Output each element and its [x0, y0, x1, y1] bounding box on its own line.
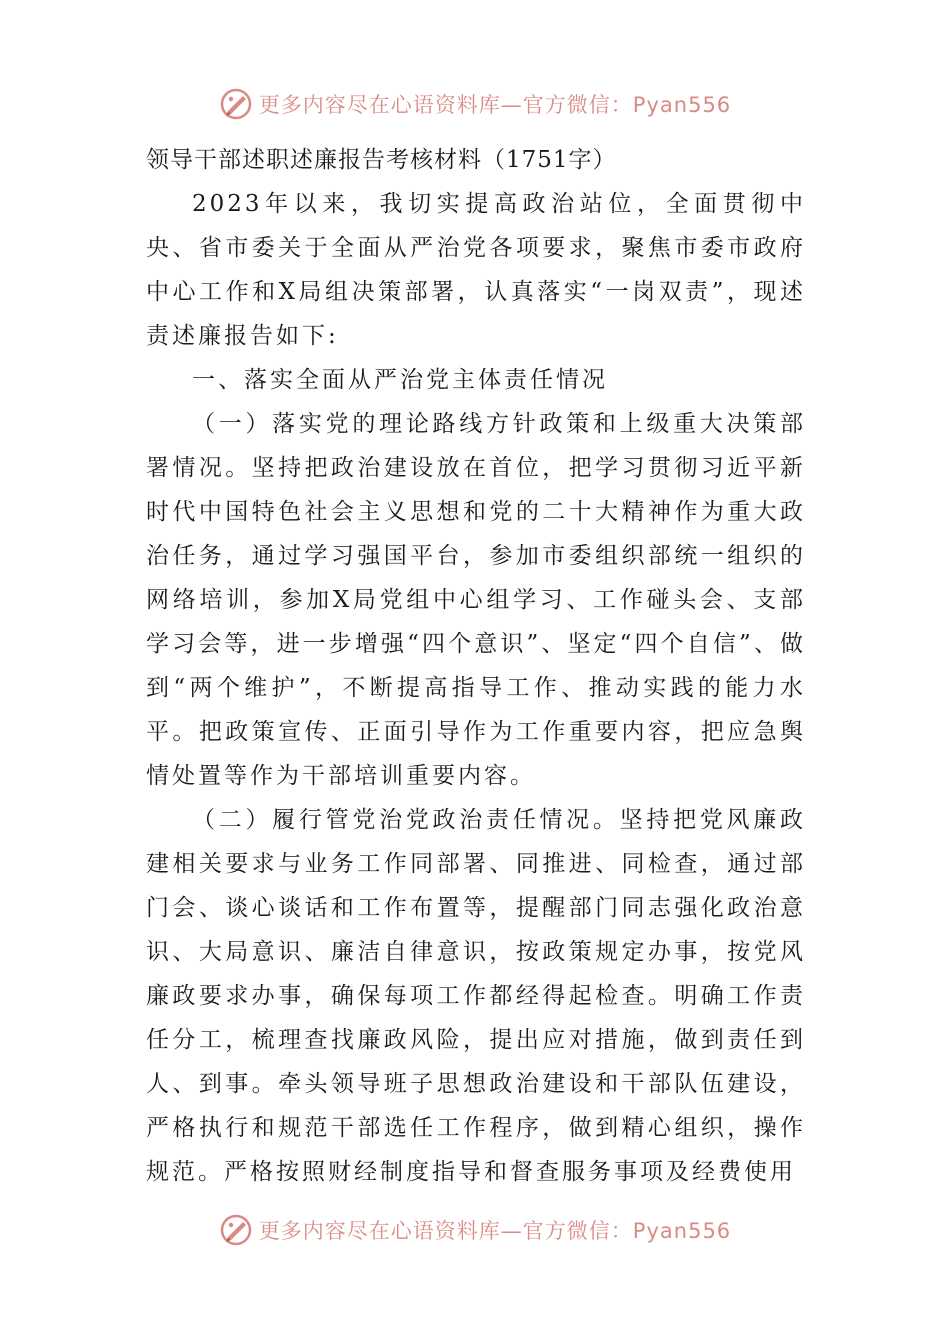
paragraph-section-1-1: （一）落实党的理论路线方针政策和上级重大决策部署情况。坚持把政治建设放在首位，把学习贯彻习近平新时代中国特色社会主义思想和党的二十大精神作为重大政治任务，通过学习强国平台，参加市委组织部统一组织的网络培训，参加X局党组中心组学习、工作碰头会、支部学习会等，进一步增强“四个意识”、坚定“四个自信”、做到“两个维护”，不断提高指导工作、推动实践的能力水平。把政策宣传、正面引导作为工作重要内容，把应急舆情处置等作为干部培训重要内容。 — [146, 411, 806, 789]
paragraph-intro: 2023年以来，我切实提高政治站位，全面贯彻中央、省市委关于全面从严治党各项要求，聚焦市委市政府中心工作和X局组决策部署，认真落实“一岗双责”，现述责述廉报告如下: — [146, 191, 806, 349]
watermark-text: 更多内容尽在心语资料库—官方微信：Pyan556 — [258, 1219, 732, 1243]
pen-logo-icon — [219, 87, 253, 121]
watermark-text: 更多内容尽在心语资料库—官方微信：Pyan556 — [258, 93, 732, 117]
pen-logo-icon — [219, 1213, 253, 1247]
watermark-header — [0, 84, 950, 124]
watermark-footer — [0, 1210, 950, 1250]
section-heading-1: 一、落实全面从严治党主体责任情况 — [192, 367, 608, 393]
paragraph-section-1-2: （二）履行管党治党政治责任情况。坚持把党风廉政建相关要求与业务工作同部署、同推进、同检查，通过部门会、谈心谈话和工作布置等，提醒部门同志强化政治意识、大局意识、廉洁自律意识，按政策规定办事，按党风廉政要求办事，确保每项工作都经得起检查。明确工作责任分工，梳理查找廉政风险，提出应对措施，做到责任到人、到事。牵头领导班子思想政治建设和干部队伍建设，严格执行和规范干部选任工作程序，做到精心组织，操作规范。严格按照财经制度指导和督查服务事项及经费使用 — [146, 807, 806, 1185]
document-title: 领导干部述职述廉报告考核材料（1751字） — [146, 147, 617, 173]
document-body — [146, 138, 806, 1194]
